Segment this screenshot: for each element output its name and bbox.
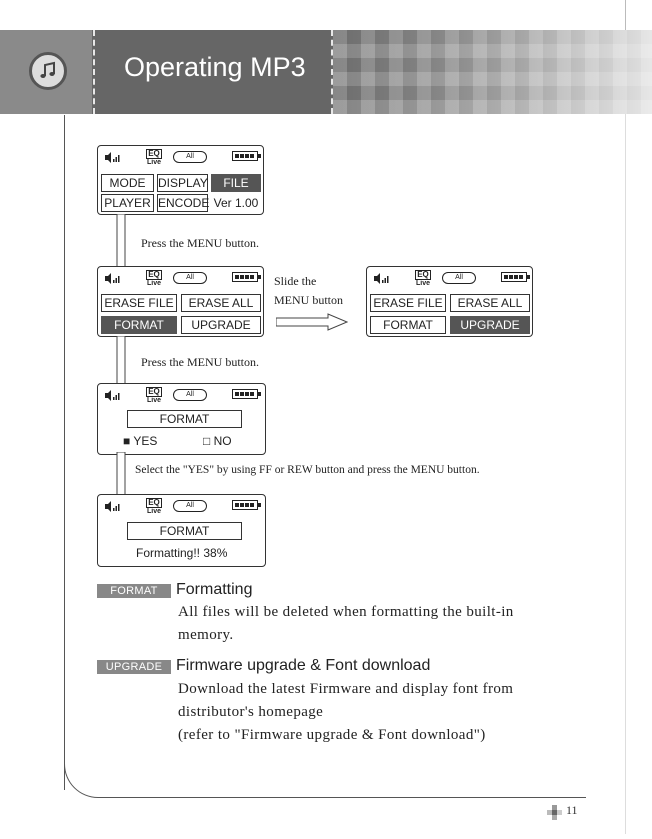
- status-bar: [98, 146, 263, 168]
- format-description-line2: memory.: [178, 627, 234, 643]
- option-erase-all: ERASE ALL: [450, 294, 530, 312]
- lcd-screen-file-menu-upgrade: [366, 266, 533, 337]
- upgrade-badge: UPGRADE: [97, 660, 171, 674]
- upgrade-description-line3: (refer to "Firmware upgrade & Font download"): [178, 727, 486, 743]
- status-bar: [98, 384, 265, 406]
- option-no: [203, 434, 232, 448]
- option-no-label: NO: [213, 434, 232, 448]
- formatting-progress-text: Formatting!! 38%: [136, 546, 228, 560]
- battery-icon: [501, 272, 527, 282]
- menu-mode: MODE: [101, 174, 154, 192]
- option-format: FORMAT: [370, 316, 446, 334]
- instruction-step-1: Press the MENU button.: [141, 236, 259, 250]
- eq-live-indicator: EQ Live: [415, 270, 430, 287]
- chapter-header: [0, 30, 652, 114]
- page-frame-corner: [64, 760, 104, 798]
- eq-live-indicator: EQ Live: [146, 387, 161, 404]
- option-upgrade: UPGRADE: [181, 316, 261, 334]
- upgrade-heading: Firmware upgrade & Font download: [176, 657, 431, 674]
- volume-icon: [105, 273, 121, 284]
- page-title: Operating MP3: [124, 52, 306, 82]
- music-note-icon: [29, 52, 67, 90]
- upgrade-description-line2: distributor's homepage: [178, 704, 324, 720]
- repeat-all-indicator: All: [173, 389, 207, 401]
- repeat-all-indicator: All: [442, 272, 476, 284]
- battery-icon: [232, 389, 258, 399]
- format-description-line1: All files will be deleted when formatting the built-in: [178, 604, 514, 620]
- instruction-step-3: Select the "YES" by using FF or REW button and press the MENU button.: [135, 464, 480, 476]
- format-dialog-title: FORMAT: [127, 410, 242, 428]
- repeat-all-indicator: All: [173, 272, 207, 284]
- volume-icon: [105, 152, 121, 163]
- status-bar: [98, 267, 263, 289]
- page-frame-right: [625, 0, 626, 30]
- option-yes: [123, 434, 157, 448]
- header-divider: [93, 30, 95, 114]
- option-erase-all: ERASE ALL: [181, 294, 261, 312]
- upgrade-description-line1: Download the latest Firmware and display font from: [178, 681, 514, 697]
- repeat-all-indicator: All: [173, 500, 207, 512]
- slide-instruction-line1: Slide the: [274, 274, 317, 288]
- option-format-selected: FORMAT: [101, 316, 177, 334]
- formatting-title: FORMAT: [127, 522, 242, 540]
- eq-live-indicator: EQ Live: [146, 149, 161, 166]
- battery-icon: [232, 500, 258, 510]
- volume-icon: [105, 501, 121, 512]
- volume-icon: [105, 390, 121, 401]
- format-heading: Formatting: [176, 581, 253, 598]
- lcd-screen-formatting: [97, 494, 266, 567]
- header-mosaic: [333, 30, 652, 114]
- format-badge: FORMAT: [97, 584, 171, 598]
- menu-display: DISPLAY: [158, 176, 208, 190]
- battery-icon: [232, 272, 258, 282]
- option-yes-label: YES: [133, 434, 158, 448]
- option-upgrade-selected: UPGRADE: [450, 316, 530, 334]
- lcd-screen-format-confirm: [97, 383, 266, 455]
- header-divider: [331, 30, 333, 114]
- option-erase-file: ERASE FILE: [101, 294, 177, 312]
- status-bar: [367, 267, 532, 289]
- page-number: 11: [566, 803, 578, 817]
- menu-encode: ENCODE: [158, 196, 210, 210]
- menu-file-selected: FILE: [211, 174, 261, 192]
- lcd-screen-menu: [97, 145, 264, 215]
- unchecked-box-icon: □: [203, 434, 211, 448]
- page-number-decoration-icon: [547, 804, 563, 820]
- menu-version: Ver 1.00: [211, 194, 261, 212]
- battery-icon: [232, 151, 258, 161]
- page-frame-right-lower: [625, 114, 626, 834]
- volume-icon: [374, 273, 390, 284]
- eq-live-indicator: EQ Live: [146, 270, 161, 287]
- page-frame-bottom: [100, 797, 586, 798]
- slide-instruction-line2: MENU button: [274, 293, 343, 307]
- option-erase-file: ERASE FILE: [370, 294, 446, 312]
- status-bar: [98, 495, 265, 517]
- repeat-all-indicator: All: [173, 151, 207, 163]
- instruction-step-2: Press the MENU button.: [141, 355, 259, 369]
- menu-player: PLAYER: [101, 194, 154, 212]
- right-arrow-icon: [276, 313, 348, 331]
- checked-box-icon: ■: [123, 434, 131, 448]
- lcd-screen-file-menu: [97, 266, 264, 337]
- page-frame-left: [64, 115, 65, 790]
- eq-live-indicator: EQ Live: [146, 498, 161, 515]
